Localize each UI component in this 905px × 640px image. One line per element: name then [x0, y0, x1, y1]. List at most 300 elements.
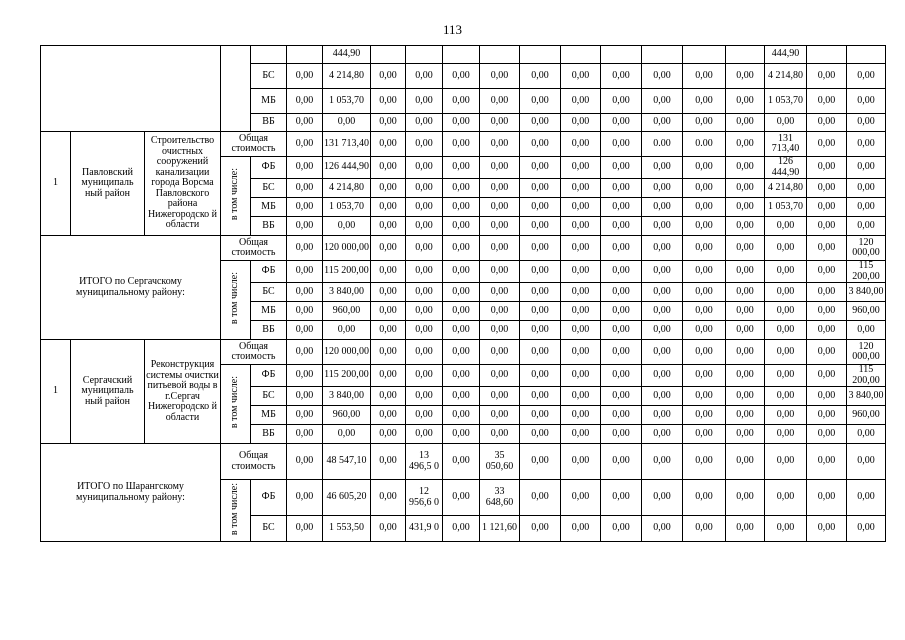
- value-cell: 0,00: [520, 516, 561, 542]
- value-cell: 0,00: [520, 179, 561, 198]
- table-row: [41, 340, 886, 365]
- fund-type: БС: [251, 283, 287, 302]
- value-cell: 126 444,90: [765, 157, 807, 179]
- value-cell: 0,00: [443, 89, 480, 114]
- value-cell: 0,00: [642, 89, 683, 114]
- value-cell: 120 000,00: [323, 340, 371, 365]
- value-cell: 0,00: [406, 198, 443, 217]
- value-cell: 0,00: [520, 114, 561, 132]
- value-cell: 0,00: [726, 89, 765, 114]
- value-cell: 0,00: [807, 261, 847, 283]
- value-cell: 0,00: [642, 114, 683, 132]
- value-cell: 0,00: [287, 89, 323, 114]
- value-cell: 0,00: [642, 406, 683, 425]
- district-name: Сергачский муниципаль ный район: [71, 340, 145, 444]
- value-cell: 960,00: [323, 302, 371, 321]
- fund-type: БС: [251, 179, 287, 198]
- value-cell: 0,00: [480, 157, 520, 179]
- value-cell: 120 000,00: [847, 236, 886, 261]
- value-cell: 0.00: [642, 132, 683, 157]
- value-cell: 0,00: [601, 217, 642, 236]
- value-cell: 0,00: [847, 198, 886, 217]
- value-cell: 0,00: [371, 132, 406, 157]
- continued-vertical-cell: [221, 46, 251, 132]
- value-cell: 0,00: [561, 283, 601, 302]
- value-cell: 0,00: [480, 89, 520, 114]
- value-cell: 0,00: [807, 132, 847, 157]
- value-cell: [807, 46, 847, 64]
- page-number: 113: [442, 22, 463, 37]
- value-cell: 0,00: [683, 302, 726, 321]
- value-cell: 0,00: [683, 444, 726, 480]
- value-cell: 0,00: [287, 387, 323, 406]
- value-cell: 0,00: [765, 387, 807, 406]
- value-cell: 0,00: [371, 236, 406, 261]
- value-cell: 0,00: [287, 365, 323, 387]
- value-cell: 0,00: [561, 261, 601, 283]
- value-cell: 0,00: [765, 516, 807, 542]
- value-cell: 0,00: [807, 425, 847, 444]
- value-cell: 0,00: [642, 261, 683, 283]
- value-cell: 0,00: [642, 302, 683, 321]
- value-cell: 0,00: [561, 157, 601, 179]
- value-cell: 0,00: [520, 64, 561, 89]
- value-cell: 0,00: [807, 365, 847, 387]
- value-cell: 0,00: [561, 64, 601, 89]
- table-row: [41, 444, 886, 480]
- value-cell: 0,00: [601, 406, 642, 425]
- value-cell: 0,00: [287, 132, 323, 157]
- value-cell: 0,00: [601, 114, 642, 132]
- value-cell: 0,00: [561, 217, 601, 236]
- value-cell: [520, 46, 561, 64]
- value-cell: 0,00: [807, 444, 847, 480]
- value-cell: 0,00: [765, 425, 807, 444]
- in-that-number-label: [221, 261, 251, 340]
- value-cell: 0,00: [480, 261, 520, 283]
- value-cell: 0,00: [561, 198, 601, 217]
- value-cell: [726, 46, 765, 64]
- value-cell: 1 053,70: [323, 198, 371, 217]
- value-cell: 0,00: [726, 132, 765, 157]
- value-cell: 0,00: [601, 179, 642, 198]
- value-cell: 0,00: [765, 406, 807, 425]
- value-cell: 0,00: [371, 444, 406, 480]
- value-cell: 0,00: [642, 179, 683, 198]
- value-cell: 0,00: [642, 217, 683, 236]
- value-cell: 0,00: [807, 236, 847, 261]
- fund-type: ФБ: [251, 261, 287, 283]
- value-cell: 0,00: [601, 480, 642, 516]
- value-cell: 0,00: [726, 480, 765, 516]
- value-cell: 0,00: [601, 236, 642, 261]
- value-cell: 0,00: [726, 387, 765, 406]
- value-cell: 0,00: [520, 89, 561, 114]
- value-cell: 0,00: [765, 261, 807, 283]
- value-cell: 0,00: [443, 236, 480, 261]
- value-cell: 0,00: [443, 283, 480, 302]
- value-cell: 0,00: [601, 387, 642, 406]
- value-cell: 0,00: [371, 261, 406, 283]
- value-cell: 0,00: [406, 157, 443, 179]
- value-cell: 0,00: [287, 340, 323, 365]
- value-cell: 0,00: [847, 89, 886, 114]
- value-cell: 0,00: [847, 516, 886, 542]
- value-cell: 1 053,70: [323, 89, 371, 114]
- value-cell: 0,00: [642, 365, 683, 387]
- value-cell: 0,00: [287, 321, 323, 340]
- fund-type: МБ: [251, 198, 287, 217]
- value-cell: 0,00: [287, 480, 323, 516]
- row-number: 1: [41, 340, 71, 444]
- value-cell: 0,00: [807, 321, 847, 340]
- fund-type: ВБ: [251, 425, 287, 444]
- row-number: 1: [41, 132, 71, 236]
- value-cell: 0,00: [406, 340, 443, 365]
- value-cell: 0,00: [726, 365, 765, 387]
- value-cell: 0,00: [642, 321, 683, 340]
- fund-type: ФБ: [251, 480, 287, 516]
- value-cell: 12 956,6 0: [406, 480, 443, 516]
- value-cell: 0,00: [683, 321, 726, 340]
- value-cell: 0,00: [807, 516, 847, 542]
- value-cell: 0,00: [371, 406, 406, 425]
- value-cell: 0,00: [480, 340, 520, 365]
- value-cell: 0,00: [443, 340, 480, 365]
- value-cell: 0,00: [371, 89, 406, 114]
- value-cell: 444,90: [765, 46, 807, 64]
- value-cell: 0,00: [520, 132, 561, 157]
- value-cell: 0,00: [561, 387, 601, 406]
- fund-type: ВБ: [251, 114, 287, 132]
- value-cell: 0,00: [642, 283, 683, 302]
- value-cell: 0,00: [847, 179, 886, 198]
- value-cell: 0,00: [601, 283, 642, 302]
- value-cell: 131 713,40: [765, 132, 807, 157]
- value-cell: 0,00: [371, 283, 406, 302]
- value-cell: 0,00: [371, 321, 406, 340]
- value-cell: 0,00: [683, 217, 726, 236]
- value-cell: 0,00: [287, 198, 323, 217]
- value-cell: 0,00: [765, 114, 807, 132]
- in-that-number-text: в том числе:: [229, 376, 241, 429]
- value-cell: 0,00: [287, 444, 323, 480]
- value-cell: 0,00: [726, 64, 765, 89]
- value-cell: 0,00: [683, 365, 726, 387]
- value-cell: 0,00: [807, 387, 847, 406]
- value-cell: 120 000,00: [323, 236, 371, 261]
- value-cell: 0,00: [443, 114, 480, 132]
- value-cell: 0,00: [371, 64, 406, 89]
- value-cell: 115 200,00: [847, 365, 886, 387]
- value-cell: 0,00: [443, 132, 480, 157]
- value-cell: 3 840,00: [847, 283, 886, 302]
- value-cell: 0,00: [287, 283, 323, 302]
- value-cell: 0,00: [642, 340, 683, 365]
- value-cell: 0,00: [406, 365, 443, 387]
- value-cell: 0,00: [480, 217, 520, 236]
- value-cell: 0,00: [683, 283, 726, 302]
- value-cell: 0,00: [683, 114, 726, 132]
- value-cell: 0,00: [287, 114, 323, 132]
- value-cell: 0,00: [561, 321, 601, 340]
- value-cell: 0,00: [683, 516, 726, 542]
- value-cell: 0,00: [642, 516, 683, 542]
- value-cell: 126 444,90: [323, 157, 371, 179]
- value-cell: 0,00: [601, 198, 642, 217]
- budget-table: [40, 45, 886, 542]
- value-cell: 0,00: [561, 444, 601, 480]
- fund-type: МБ: [251, 406, 287, 425]
- value-cell: 0,00: [520, 217, 561, 236]
- object-name: Реконструкция системы очистки питьевой воды в г.Сергач Нижегородско й области: [145, 340, 221, 444]
- fund-type: БС: [251, 387, 287, 406]
- value-cell: 960,00: [323, 406, 371, 425]
- value-cell: 0,00: [323, 114, 371, 132]
- value-cell: 0,00: [765, 302, 807, 321]
- value-cell: 0,00: [561, 89, 601, 114]
- value-cell: 0,00: [371, 425, 406, 444]
- value-cell: 0,00: [601, 321, 642, 340]
- value-cell: 0,00: [371, 157, 406, 179]
- value-cell: 0,00: [683, 425, 726, 444]
- value-cell: 0,00: [443, 64, 480, 89]
- value-cell: 0,00: [561, 425, 601, 444]
- value-cell: 0,00: [807, 89, 847, 114]
- value-cell: 960,00: [847, 406, 886, 425]
- value-cell: 0,00: [807, 64, 847, 89]
- value-cell: 960,00: [847, 302, 886, 321]
- value-cell: 0,00: [726, 198, 765, 217]
- value-cell: 0,00: [443, 425, 480, 444]
- value-cell: 35 050,60: [480, 444, 520, 480]
- value-cell: 115 200,00: [323, 261, 371, 283]
- value-cell: 0,00: [683, 261, 726, 283]
- value-cell: 0,00: [406, 302, 443, 321]
- value-cell: 0,00: [480, 425, 520, 444]
- in-that-number-text: в том числе:: [229, 168, 241, 221]
- value-cell: 0,00: [287, 302, 323, 321]
- value-cell: 0,00: [406, 64, 443, 89]
- value-cell: 0,00: [561, 236, 601, 261]
- value-cell: 0,00: [406, 321, 443, 340]
- table-row: [41, 46, 886, 64]
- total-cost-label: Общая стоимость: [221, 132, 287, 157]
- value-cell: 115 200,00: [847, 261, 886, 283]
- in-that-number-text: в том числе:: [229, 272, 241, 325]
- value-cell: 0,00: [520, 261, 561, 283]
- value-cell: 0,00: [847, 480, 886, 516]
- object-name: Строительство очистных сооружений канализации города Ворсма Павловского района Нижегородско й области: [145, 132, 221, 236]
- value-cell: 0,00: [520, 302, 561, 321]
- value-cell: 0,00: [443, 261, 480, 283]
- value-cell: 0,00: [406, 89, 443, 114]
- value-cell: 0,00: [480, 406, 520, 425]
- value-cell: 0,00: [443, 365, 480, 387]
- value-cell: [443, 46, 480, 64]
- value-cell: 0,00: [642, 157, 683, 179]
- value-cell: 0,00: [443, 302, 480, 321]
- fund-type: БС: [251, 516, 287, 542]
- value-cell: 0,00: [287, 406, 323, 425]
- value-cell: 0,00: [443, 179, 480, 198]
- value-cell: 0,00: [443, 387, 480, 406]
- total-cost-label: Общая стоимость: [221, 236, 287, 261]
- value-cell: 1 553,50: [323, 516, 371, 542]
- value-cell: 1 121,60: [480, 516, 520, 542]
- value-cell: 0,00: [406, 261, 443, 283]
- value-cell: 0,00: [847, 217, 886, 236]
- value-cell: 0,00: [601, 444, 642, 480]
- fund-type: МБ: [251, 302, 287, 321]
- value-cell: 33 648,60: [480, 480, 520, 516]
- value-cell: 0,00: [406, 179, 443, 198]
- total-cost-label: Общая стоимость: [221, 340, 287, 365]
- value-cell: 0,00: [323, 425, 371, 444]
- value-cell: 0,00: [561, 480, 601, 516]
- value-cell: 13 496,5 0: [406, 444, 443, 480]
- value-cell: 0,00: [287, 179, 323, 198]
- value-cell: 0,00: [726, 516, 765, 542]
- value-cell: 0,00: [847, 321, 886, 340]
- value-cell: 0,00: [520, 283, 561, 302]
- value-cell: 0,00: [443, 157, 480, 179]
- value-cell: 0,00: [726, 444, 765, 480]
- value-cell: 0,00: [765, 217, 807, 236]
- value-cell: [561, 46, 601, 64]
- value-cell: 0,00: [807, 179, 847, 198]
- value-cell: 0,00: [765, 236, 807, 261]
- value-cell: 0,00: [601, 64, 642, 89]
- value-cell: 0,00: [406, 114, 443, 132]
- value-cell: 0,00: [726, 114, 765, 132]
- value-cell: 0,00: [480, 283, 520, 302]
- value-cell: 0,00: [683, 198, 726, 217]
- value-cell: 0,00: [480, 132, 520, 157]
- value-cell: 0,00: [520, 198, 561, 217]
- value-cell: 0,00: [683, 406, 726, 425]
- value-cell: 0,00: [520, 236, 561, 261]
- value-cell: 0,00: [807, 114, 847, 132]
- value-cell: 0,00: [406, 387, 443, 406]
- value-cell: 0,00: [371, 365, 406, 387]
- value-cell: 0,00: [406, 406, 443, 425]
- value-cell: 0,00: [323, 321, 371, 340]
- value-cell: 4 214,80: [323, 179, 371, 198]
- value-cell: 0,00: [726, 406, 765, 425]
- value-cell: 0,00: [323, 217, 371, 236]
- value-cell: 0,00: [406, 217, 443, 236]
- value-cell: 0,00: [642, 425, 683, 444]
- table-row: [41, 132, 886, 157]
- total-cost-label: Общая стоимость: [221, 444, 287, 480]
- value-cell: 0,00: [683, 157, 726, 179]
- value-cell: 0,00: [807, 480, 847, 516]
- value-cell: 0,00: [287, 516, 323, 542]
- value-cell: [371, 46, 406, 64]
- value-cell: 431,9 0: [406, 516, 443, 542]
- value-cell: 0,00: [683, 64, 726, 89]
- value-cell: 0,00: [443, 217, 480, 236]
- value-cell: 0,00: [726, 236, 765, 261]
- value-cell: 0,00: [847, 157, 886, 179]
- value-cell: 0,00: [480, 387, 520, 406]
- value-cell: 0,00: [726, 302, 765, 321]
- value-cell: 0,00: [807, 302, 847, 321]
- value-cell: 0,00: [683, 387, 726, 406]
- value-cell: 0,00: [480, 198, 520, 217]
- value-cell: 0,00: [443, 444, 480, 480]
- value-cell: 0,00: [520, 425, 561, 444]
- value-cell: 0,00: [443, 406, 480, 425]
- value-cell: 0,00: [480, 114, 520, 132]
- total-title: ИТОГО по Шарангскому муниципальному району:: [41, 444, 221, 542]
- value-cell: 48 547,10: [323, 444, 371, 480]
- value-cell: 0,00: [726, 157, 765, 179]
- value-cell: 0,00: [480, 64, 520, 89]
- value-cell: [287, 46, 323, 64]
- value-cell: 0,00: [601, 89, 642, 114]
- value-cell: 0,00: [371, 387, 406, 406]
- value-cell: 0,00: [726, 179, 765, 198]
- value-cell: 0,00: [601, 365, 642, 387]
- value-cell: 0,00: [683, 340, 726, 365]
- value-cell: 0,00: [765, 321, 807, 340]
- value-cell: 0,00: [480, 365, 520, 387]
- value-cell: 0,00: [287, 64, 323, 89]
- value-cell: 0,00: [601, 132, 642, 157]
- value-cell: 0,00: [520, 406, 561, 425]
- value-cell: [601, 46, 642, 64]
- value-cell: 0,00: [601, 516, 642, 542]
- value-cell: 0,00: [807, 217, 847, 236]
- value-cell: 0,00: [807, 198, 847, 217]
- value-cell: 0,00: [561, 302, 601, 321]
- value-cell: [480, 46, 520, 64]
- value-cell: 115 200,00: [323, 365, 371, 387]
- value-cell: 0,00: [406, 283, 443, 302]
- value-cell: 131 713,40: [323, 132, 371, 157]
- value-cell: 0,00: [520, 157, 561, 179]
- value-cell: 0,00: [406, 236, 443, 261]
- value-cell: 0,00: [601, 157, 642, 179]
- value-cell: 0,00: [371, 198, 406, 217]
- value-cell: 0,00: [765, 444, 807, 480]
- value-cell: 0,00: [807, 406, 847, 425]
- value-cell: 0,00: [807, 340, 847, 365]
- value-cell: 0,00: [371, 179, 406, 198]
- value-cell: 4 214,80: [765, 64, 807, 89]
- district-name: Павловский муниципаль ный район: [71, 132, 145, 236]
- value-cell: 0,00: [726, 217, 765, 236]
- value-cell: 0,00: [726, 340, 765, 365]
- value-cell: 4 214,80: [323, 64, 371, 89]
- value-cell: 0,00: [561, 406, 601, 425]
- value-cell: 0,00: [807, 283, 847, 302]
- value-cell: 0,00: [371, 516, 406, 542]
- fund-type: [251, 46, 287, 64]
- fund-type: БС: [251, 64, 287, 89]
- value-cell: 0,00: [642, 236, 683, 261]
- fund-type: ФБ: [251, 365, 287, 387]
- value-cell: 0,00: [601, 302, 642, 321]
- value-cell: 0,00: [765, 283, 807, 302]
- value-cell: 0,00: [480, 179, 520, 198]
- value-cell: 0,00: [726, 321, 765, 340]
- value-cell: [406, 46, 443, 64]
- value-cell: 0,00: [765, 340, 807, 365]
- value-cell: 46 605,20: [323, 480, 371, 516]
